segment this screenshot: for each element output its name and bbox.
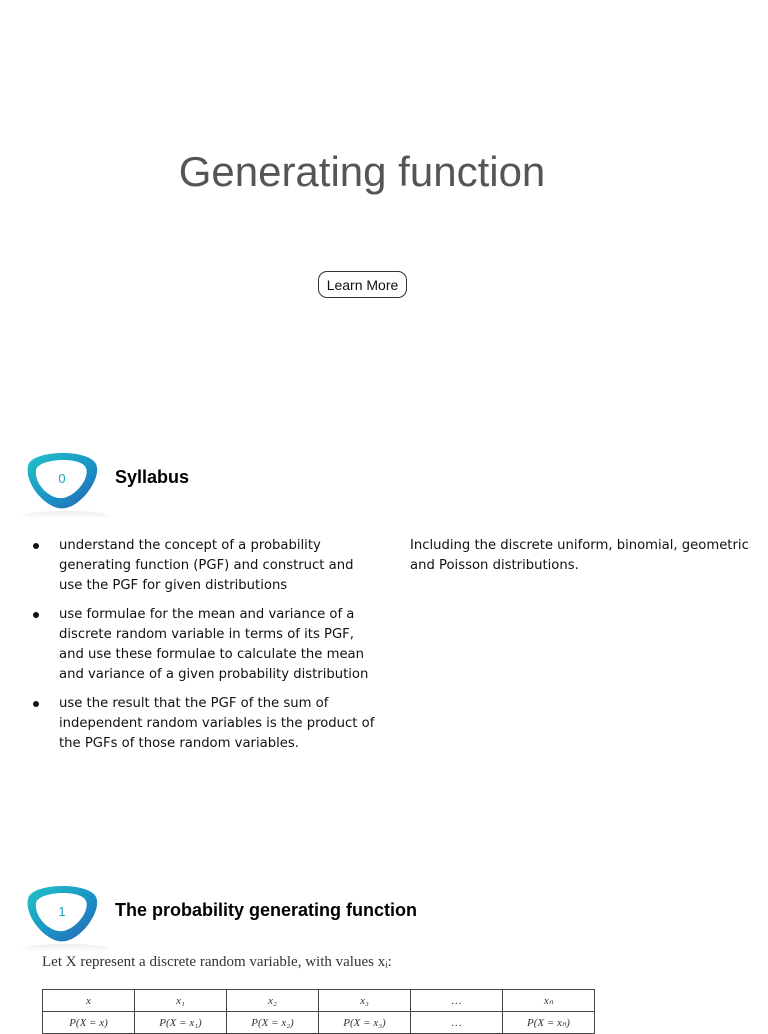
- section-badge-1: [18, 877, 114, 957]
- syllabus-bullet-list: [30, 536, 380, 763]
- table-row: [43, 990, 595, 1012]
- pgf-intro-text: Let X represent a discrete random variable, with values xᵢ:: [42, 954, 392, 970]
- table-row: [43, 1012, 595, 1034]
- section-number: 0: [58, 470, 66, 486]
- section-number: 1: [58, 903, 66, 919]
- table-cell: P(X = x₂): [227, 1012, 319, 1034]
- table-cell: x₃: [319, 990, 411, 1012]
- table-cell: …: [411, 1012, 503, 1034]
- list-item: use the result that the PGF of the sum of independent random variables is the product of the PGFs of those random variables.: [30, 694, 380, 754]
- page-title: Generating function: [178, 148, 546, 195]
- bullet-icon: [33, 543, 39, 549]
- table-cell: …: [411, 990, 503, 1012]
- list-item: use formulae for the mean and variance of a discrete random variable in terms of its PGF, and use these formulae to calculate the mean and variance of a given probability distribution: [30, 605, 380, 685]
- section-badge-0: [18, 444, 114, 524]
- table-cell: P(X = x₁): [135, 1012, 227, 1034]
- distributions-note: Including the discrete uniform, binomial, geometric and Poisson distributions.: [410, 538, 749, 573]
- bullet-icon: [33, 701, 39, 707]
- table-cell: x₁: [135, 990, 227, 1012]
- bullet-icon: [33, 612, 39, 618]
- list-item: understand the concept of a probability generating function (PGF) and construct and use the PGF for given distributions: [30, 536, 380, 596]
- section-heading-pgf: The probability generating function: [115, 900, 418, 920]
- table-cell: P(X = x): [43, 1012, 135, 1034]
- table-cell: x: [43, 990, 135, 1012]
- probability-table: [42, 989, 595, 1034]
- table-cell: P(X = x₃): [319, 1012, 411, 1034]
- learn-more-button[interactable]: Learn More: [318, 271, 407, 298]
- table-cell: x₂: [227, 990, 319, 1012]
- section-heading-syllabus: Syllabus: [115, 467, 190, 487]
- table-cell: xₙ: [503, 990, 595, 1012]
- table-cell: P(X = xₙ): [503, 1012, 595, 1034]
